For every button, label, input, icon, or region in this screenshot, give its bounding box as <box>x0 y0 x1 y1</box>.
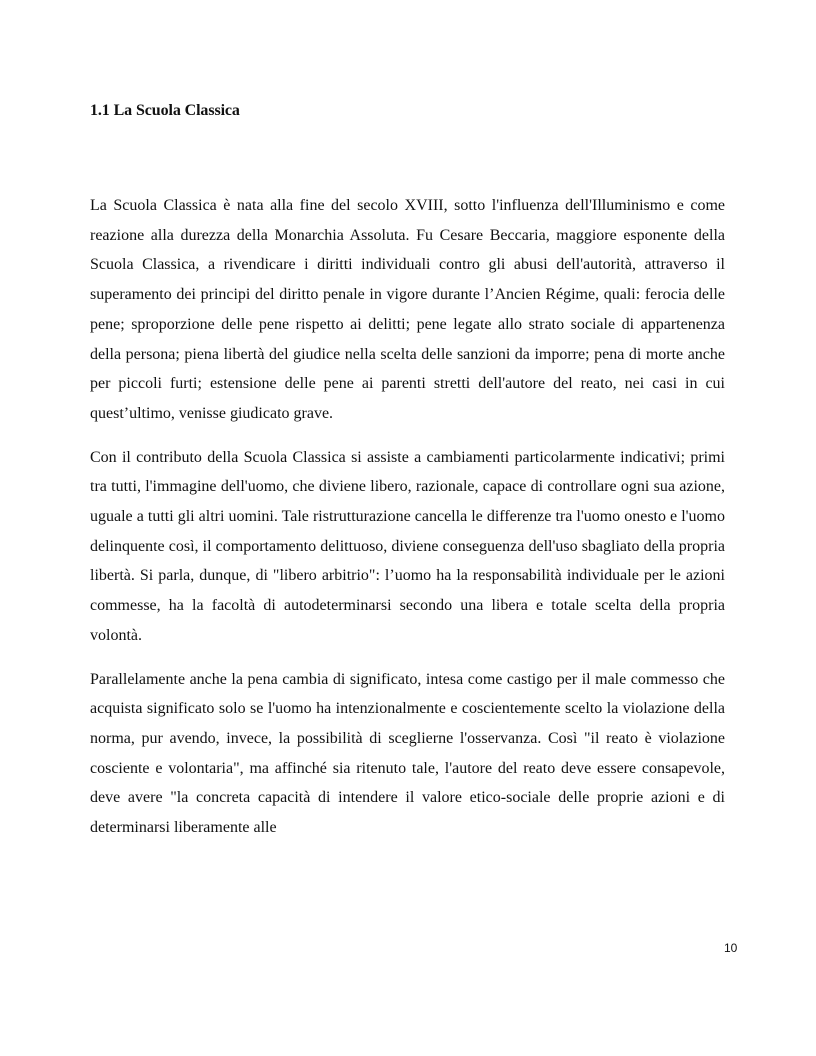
section-heading: 1.1 La Scuola Classica <box>90 102 240 119</box>
paragraph: Con il contributo della Scuola Classica si assiste a cambiamenti particolarmente indicativi; primi tra tutti, l'immagine dell'uomo, che diviene libero, razionale, capace di controllare ogni sua azione, uguale a tutti gli altri uomini. Tale ristrutturazione cancella le differenze tra l'uomo onesto e l'uomo delinquente così, il comportamento delittuoso, diviene conseguenza dell'uso sbagliato della propria libertà. Si parla, dunque, di "libero arbitrio": l’uomo ha la responsabilità individuale per le azioni commesse, ha la facoltà di autodeterminarsi secondo una libera e totale scelta della propria volontà. <box>90 448 725 644</box>
paragraph: Parallelamente anche la pena cambia di significato, intesa come castigo per il male commesso che acquista significato solo se l'uomo ha intenzionalmente e coscientemente scelto la violazione della norma, pur avendo, invece, la possibilità di sceglierne l'osservanza. Così "il reato è violazione cosciente e volontaria", ma affinché sia ritenuto tale, l'autore del reato deve essere consapevole, deve avere "la concreta capacità di intendere il valore etico-sociale delle proprie azioni e di determinarsi liberamente alle <box>90 670 725 837</box>
page-number: 10 <box>724 941 738 955</box>
paragraph: La Scuola Classica è nata alla fine del secolo XVIII, sotto l'influenza dell'Illuminismo e come reazione alla durezza della Monarchia Assoluta. Fu Cesare Beccaria, maggiore esponente della Scuola Classica, a rivendicare i diritti individuali contro gli abusi dell'autorità, attraverso il superamento dei principi del diritto penale in vigore durante l’Ancien Régime, quali: ferocia delle pene; sproporzione delle pene rispetto ai delitti; pene legate allo strato sociale di appartenenza della persona; piena libertà del giudice nella scelta delle sanzioni da imporre; pena di morte anche per piccoli furti; estensione delle pene ai parenti stretti dell'autore del reato, nei casi in cui quest’ultimo, venisse giudicato grave. <box>90 197 725 422</box>
body-text <box>90 191 725 857</box>
